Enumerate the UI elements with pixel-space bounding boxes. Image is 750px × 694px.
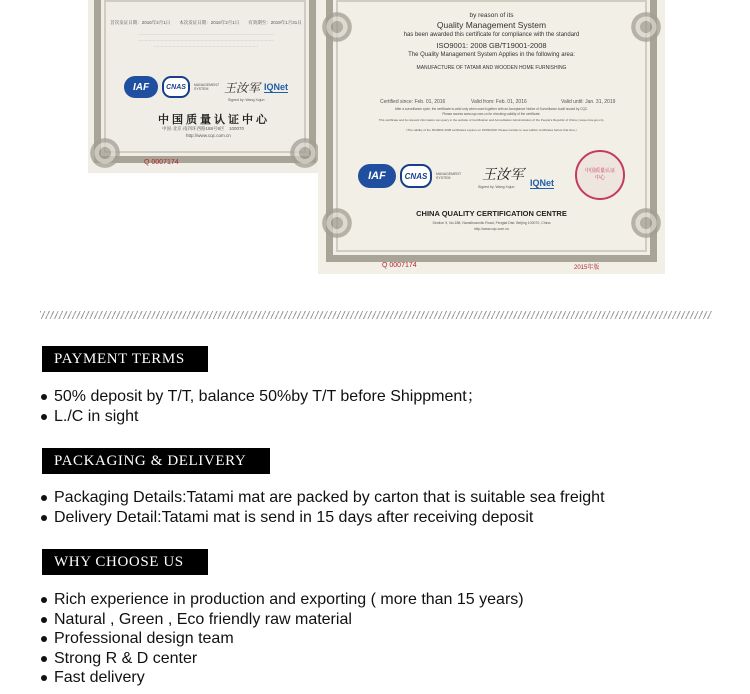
- list-item: Fast delivery: [40, 668, 524, 688]
- payment-terms-list: [40, 387, 483, 426]
- management-system-label: MANAGEMENT SYSTEM: [194, 83, 220, 91]
- list-item: Delivery Detail:Tatami mat is send in 15 days after receiving deposit: [40, 508, 605, 528]
- cert-applies-line: The Quality Management System Applies in the following area:: [408, 52, 575, 58]
- accreditation-logos: [358, 164, 462, 188]
- certificate-serial: Q 0007174: [382, 262, 417, 269]
- certificate-edition: 2015年版: [574, 265, 600, 271]
- iaf-logo: IAF: [124, 76, 158, 98]
- valid-until: Valid until: Jan. 31, 2019: [561, 99, 616, 105]
- issuer-address: 中国·北京·南四环西路188号9区 100070: [162, 126, 245, 131]
- cert-awarded-line: has been awarded this certificate for compliance with the standard: [403, 32, 580, 38]
- section-divider: [40, 311, 712, 319]
- signature: 王汝军: [224, 80, 261, 95]
- cert-scope: MANUFACTURE OF TATAMI AND WOODEN HOME FURNISHING: [416, 65, 567, 71]
- issuer-name-chinese: 中国质量认证中心: [158, 114, 270, 126]
- list-item: L./C in sight: [40, 407, 483, 427]
- certificate-fine-print: ……………………………………………………………………: [154, 43, 258, 48]
- certificate-dates: 首次发证日期：2016年2月1日 本次发证日期：2016年2月1日 有效期至：2019年1月31日: [110, 20, 302, 25]
- cert-standard: ISO9001: 2008 GB/T19001-2008: [436, 41, 547, 50]
- certificate-fine-print: …………………………………………………………………………………………: [138, 31, 274, 36]
- issuer-name: CHINA QUALITY CERTIFICATION CENTRE: [416, 209, 567, 218]
- list-item: Professional design team: [40, 629, 524, 649]
- management-system-label: MANAGEMENT SYSTEM: [436, 172, 462, 180]
- certificate-serial: Q 0007174: [144, 159, 179, 166]
- iqnet-logo: IQNet: [264, 81, 289, 92]
- issuer-website: http://www.cqc.com.cn: [474, 227, 509, 231]
- section-header-payment-terms: PAYMENT TERMS: [42, 346, 208, 372]
- issuer-website: http://www.cqc.com.cn: [186, 133, 231, 138]
- certification-seal: [575, 150, 625, 200]
- list-item: 50% deposit by T/T, balance 50%by T/T before Shippment；: [40, 387, 483, 407]
- list-item: Packaging Details:Tatami mat are packed by carton that is suitable sea freight: [40, 488, 605, 508]
- cert-note: (The validity of the ISO9001:2008 certificates expires on 15/09/2018. Please transfer to new edition certificates before that time.): [406, 128, 577, 132]
- packaging-delivery-list: [40, 488, 605, 527]
- signed-by: Signed by: Wang Xujun: [228, 98, 265, 102]
- seal-text: 中国质量认证中心: [584, 168, 615, 181]
- signature: 王汝军: [482, 167, 524, 183]
- section-header-packaging-delivery: PACKAGING & DELIVERY: [42, 448, 270, 474]
- cnas-logo: CNAS: [162, 76, 190, 98]
- issuer-address: Section 9, No.188, Nansihuanxilu Road, Fengtai Dist. Beijing 100070, China: [432, 221, 551, 225]
- cnas-logo: CNAS: [400, 164, 432, 188]
- list-item: Strong R & D center: [40, 649, 524, 669]
- list-item: Natural , Green , Eco friendly raw material: [40, 610, 524, 630]
- iqnet-logo: IQNet: [530, 178, 555, 188]
- certificate-english: [318, 0, 665, 274]
- cert-note: This certificate and its relevant information can query in the website of Certification and Accreditation Administration of the People's Republic of China ( www.cnca.gov.cn).: [378, 118, 605, 122]
- list-item: Rich experience in production and exporting ( more than 15 years): [40, 590, 524, 610]
- cert-by-reason: by reason of its: [469, 12, 514, 19]
- section-header-why-choose-us: WHY CHOOSE US: [42, 549, 208, 575]
- certified-since: Certified since: Feb. 01, 2016: [380, 99, 446, 105]
- certificate-chinese: [88, 0, 324, 173]
- accreditation-logos: [124, 76, 288, 98]
- cert-system-name: Quality Management System: [436, 20, 547, 30]
- iaf-logo: IAF: [358, 164, 396, 188]
- signed-by: Signed by: Wang Xujun: [478, 185, 515, 189]
- valid-from: Valid from: Feb. 01, 2016: [471, 99, 527, 105]
- cert-note: After a surveillance cycle, the certificate is valid only when used together with an Acceptance Notice of Surveillance Audit issued by CQC.: [394, 107, 589, 111]
- why-choose-us-list: [40, 590, 524, 688]
- cert-note: Please access www.cqc.com.cn for checking validity of the certificate.: [442, 112, 541, 116]
- certificate-fine-print: …………………………………………………………………………………………: [138, 37, 274, 42]
